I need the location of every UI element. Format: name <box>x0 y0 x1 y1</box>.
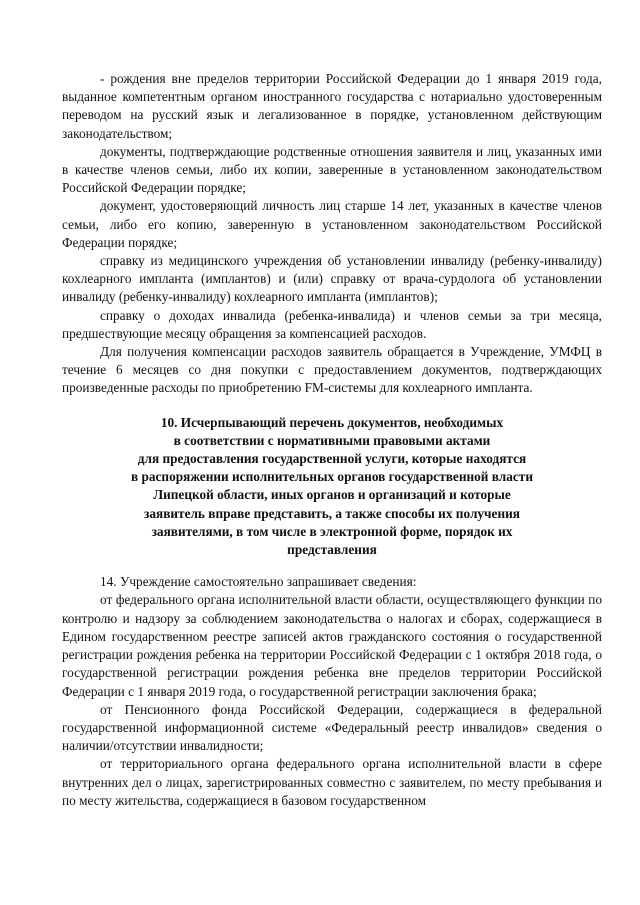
heading-line: в соответствии с нормативными правовыми актами <box>173 432 491 448</box>
section-heading <box>102 414 562 560</box>
paragraph: документ, удостоверяющий личность лиц старше 14 лет, указанных в качестве членов семьи, либо его копию, заверенную в установленном законодательством Российской Федерации порядке; <box>62 198 602 250</box>
heading-line: заявитель вправе представить, а также способы их получения <box>144 505 520 521</box>
paragraph: справку из медицинского учреждения об установлении инвалиду (ребенку-инвалиду) кохлеарного импланта (имплантов) и (или) справку от врача-сурдолога об установлении инвалиду (ребенку-инвалиду) кохлеарного импланта (имплантов); <box>62 253 602 305</box>
heading-line: для предоставления государственной услуги, которые находятся <box>137 451 527 467</box>
heading-line: 10. Исчерпывающий перечень документов, необходимых <box>160 414 504 430</box>
heading-line: в распоряжении исполнительных органов государственной власти <box>130 469 533 485</box>
heading-line: Липецкой области, иных органов и организаций и которые <box>153 487 511 503</box>
paragraph: от Пенсионного фонда Российской Федерации, содержащиеся в федеральной государственной информационной системе «Федеральный реестр инвалидов» сведения о наличии/отсутствии инвалидности; <box>62 701 602 754</box>
heading-line: заявителями, в том числе в электронной форме, порядок их <box>151 523 513 539</box>
paragraph: от федерального органа исполнительной власти области, осуществляющего функции по контролю и надзору за соблюдением законодательства о налогах и сборах, содержащиеся в Едином государственном реестре записей актов гражданского состояния о государственной регистрации рождения ребенка на территории Российской Федерации с 1 октября 2018 года, о государственной регистрации рождения ребенка вне пределов территории Российской Федерации с 1 января 2019 года, о государственной регистрации заключения брака; <box>62 592 602 699</box>
paragraph: 14. Учреждение самостоятельно запрашивает сведения: <box>100 574 417 590</box>
paragraph: - рождения вне пределов территории Российской Федерации до 1 января 2019 года, выданное компетентным органом иностранного государства с нотариально удостоверенным переводом на русский язык и легализованное в порядке, установленном действующим законодательством; <box>62 71 602 141</box>
paragraph: Для получения компенсации расходов заявитель обращается в Учреждение, УМФЦ в течение 6 месяцев со дня покупки с предоставлением документов, подтверждающих произведенные расходы по приобретению FM-системы для кохлеарного импланта. <box>62 344 602 396</box>
top-paragraphs <box>62 70 602 398</box>
bottom-paragraphs <box>62 573 602 810</box>
heading-line: представления <box>287 542 377 558</box>
paragraph: документы, подтверждающие родственные отношения заявителя и лиц, указанных ими в качестве членов семьи, либо их копии, заверенные в установленном законодательством Российской Федерации порядке; <box>62 143 602 196</box>
paragraph: справку о доходах инвалида (ребенка-инвалида) и членов семьи за три месяца, предшествующие месяцу обращения за компенсацией расходов. <box>62 307 602 341</box>
paragraph: от территориального органа федерального органа исполнительной власти в сфере внутренних дел о лицах, зарегистрированных совместно с заявителем, по месту пребывания и по месту жительства, содержащиеся в базовом государственном <box>62 756 602 808</box>
